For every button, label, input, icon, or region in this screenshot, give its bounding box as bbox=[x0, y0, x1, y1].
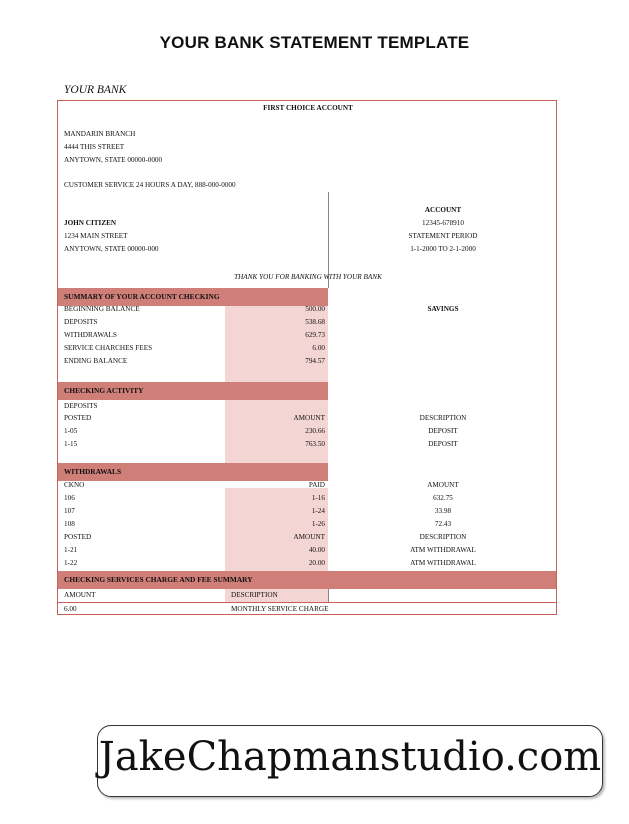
withdrawal-amount: 40.00 bbox=[308, 546, 325, 554]
description-column-header: DESCRIPTION bbox=[419, 533, 467, 541]
summary-label: ENDING BALANCE bbox=[64, 357, 128, 365]
deposit-amount: 763.50 bbox=[305, 440, 325, 448]
page-title: YOUR BANK STATEMENT TEMPLATE bbox=[159, 33, 470, 52]
paid-column-header: PAID bbox=[308, 481, 325, 489]
summary-value: 794.57 bbox=[305, 357, 325, 365]
description-column-header: DESCRIPTION bbox=[419, 414, 467, 422]
deposits-label: DEPOSITS bbox=[64, 402, 98, 410]
statement-period-label: STATEMENT PERIOD bbox=[408, 232, 478, 240]
check-amount: 33.98 bbox=[434, 507, 452, 515]
withdrawals-header bbox=[58, 463, 328, 481]
branch-street: 4444 THIS STREET bbox=[64, 143, 125, 151]
deposit-description: DEPOSIT bbox=[428, 427, 458, 435]
deposit-posted: 1-05 bbox=[64, 427, 78, 435]
withdrawal-amount: 20.00 bbox=[308, 559, 325, 567]
posted-column-header: POSTED bbox=[64, 414, 92, 422]
check-paid: 1-16 bbox=[311, 494, 325, 502]
withdrawal-description: ATM WITHDRAWAL bbox=[410, 559, 476, 567]
amount-column-header: AMOUNT bbox=[293, 414, 325, 422]
fee-summary-header bbox=[58, 571, 556, 589]
withdrawal-description: ATM WITHDRAWAL bbox=[410, 546, 476, 554]
account-heading: ACCOUNT bbox=[424, 206, 462, 214]
statement-period: 1-1-2000 TO 2-1-2000 bbox=[410, 245, 476, 253]
fee-divider bbox=[328, 589, 329, 602]
deposit-amount: 230.66 bbox=[305, 427, 325, 435]
branch-name: MANDARIN BRANCH bbox=[64, 130, 136, 138]
summary-label: DEPOSITS bbox=[64, 318, 98, 326]
watermark-text: JakeChapmanstudio.com bbox=[98, 734, 602, 780]
summary-value: 500.00 bbox=[305, 305, 325, 313]
check-paid: 1-24 bbox=[311, 507, 325, 515]
customer-service: CUSTOMER SERVICE 24 HOURS A DAY, 888-000-0000 bbox=[64, 181, 236, 189]
amount-column-header: AMOUNT bbox=[293, 533, 325, 541]
customer-name: JOHN CITIZEN bbox=[64, 219, 117, 227]
summary-value: 538.68 bbox=[305, 318, 325, 326]
deposit-posted: 1-15 bbox=[64, 440, 78, 448]
branch-city: ANYTOWN, STATE 00000-0000 bbox=[64, 156, 163, 164]
withdrawal-posted: 1-21 bbox=[64, 546, 78, 554]
deposit-description: DEPOSIT bbox=[428, 440, 458, 448]
summary-header bbox=[58, 288, 328, 306]
checking-activity-header bbox=[58, 382, 328, 400]
summary-label: SERVICE CHARCHES FEES bbox=[64, 344, 153, 352]
fee-amount-header: AMOUNT bbox=[64, 591, 96, 599]
bank-statement bbox=[57, 100, 557, 615]
account-name: FIRST CHOICE ACCOUNT bbox=[263, 104, 353, 112]
savings-label: SAVINGS bbox=[427, 305, 459, 313]
account-number: 12345-678910 bbox=[422, 219, 464, 227]
summary-label: WITHDRAWALS bbox=[64, 331, 117, 339]
posted-column-header: POSTED bbox=[64, 533, 92, 541]
check-number: 106 bbox=[64, 494, 75, 502]
customer-city: ANYTOWN, STATE 00000-000 bbox=[64, 245, 159, 253]
summary-value: 629.73 bbox=[305, 331, 325, 339]
fee-amount: 6.00 bbox=[64, 605, 77, 613]
checking-activity-heading: CHECKING ACTIVITY bbox=[64, 386, 144, 395]
customer-street: 1234 MAIN STREET bbox=[64, 232, 128, 240]
summary-label: BEGINNING BALANCE bbox=[64, 305, 140, 313]
ckno-column-header: CKNO bbox=[64, 481, 85, 489]
check-amount: 632.75 bbox=[433, 494, 453, 502]
withdrawals-heading: WITHDRAWALS bbox=[64, 467, 122, 476]
check-number: 107 bbox=[64, 507, 75, 515]
fee-summary-heading: CHECKING SERVICES CHARGE AND FEE SUMMARY bbox=[64, 575, 253, 584]
amount-column-header: AMOUNT bbox=[427, 481, 459, 489]
fee-row-divider bbox=[58, 602, 556, 603]
summary-value: 6.00 bbox=[312, 344, 325, 352]
fee-description: MONTHLY SERVICE CHARGE bbox=[231, 605, 329, 613]
check-number: 108 bbox=[64, 520, 75, 528]
summary-heading: SUMMARY OF YOUR ACCOUNT CHECKING bbox=[64, 292, 220, 301]
check-paid: 1-26 bbox=[311, 520, 325, 528]
bank-name: YOUR BANK bbox=[64, 84, 127, 96]
fee-description-header: DESCRIPTION bbox=[231, 591, 278, 599]
thank-you-note: THANK YOU FOR BANKING WITH YOUR BANK bbox=[234, 273, 382, 281]
watermark-badge bbox=[97, 725, 603, 797]
check-amount: 72.43 bbox=[434, 520, 452, 528]
withdrawal-posted: 1-22 bbox=[64, 559, 78, 567]
